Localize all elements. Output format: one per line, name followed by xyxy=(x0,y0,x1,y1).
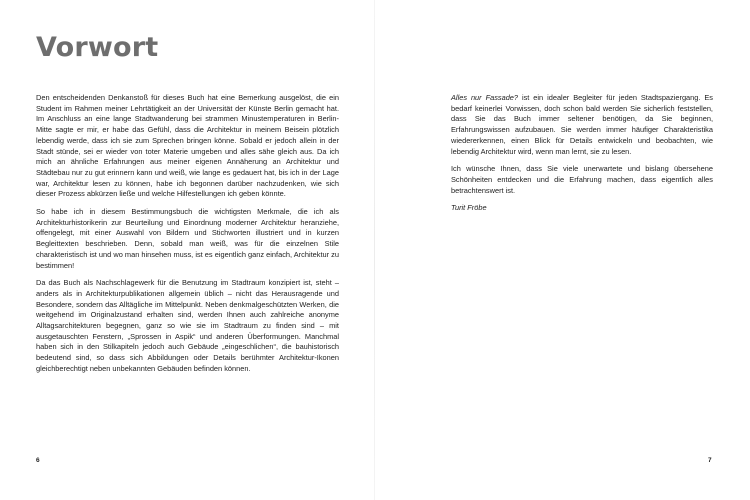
author-signature: Turit Fröbe xyxy=(451,203,487,213)
paragraph xyxy=(451,93,713,157)
right-text-column xyxy=(451,93,713,221)
page-number: 6 xyxy=(36,457,40,464)
paragraph: Den entscheidenden Denkanstoß für dieses Buch hat eine Bemerkung ausgelöst, die ein Student im Rahmen meiner Lehrtätigkeit an der Universität der Künste Berlin gemacht hat. Im Anschluss an eine lange Stadtwanderung bei strammen Minustemperaturen in Berlin-Mitte sagte er mir, er habe das Gefühl, dass die Architektur in meinem Beisein plötzlich lebendig werde, dass ich sie zum Sprechen bringen könne. Sobald er jedoch allein in der Stadt stünde, sei er wieder von toter Materie umgeben und alles sähe gleich aus. Da ich mich an ähnliche Erfahrungen aus meiner eigenen Annäherung an Architektur und Städtebau nur zu gut erinnern kann und weiß, wie lange es gedauert hat, bis ich in der Lage war, Architektur lesen zu können, habe ich begonnen darüber nachzudenken, wie sich dieser Prozess abkürzen ließe und welche Hilfestellungen ich geben könnte. xyxy=(36,93,339,199)
page-title: Vorwort xyxy=(36,32,159,63)
paragraph: Ich wünsche Ihnen, dass Sie viele unerwartete und bislang übersehene Schönheiten entdecken und die Erfahrung machen, dass eigentlich alles betrachtenswert ist. xyxy=(451,164,713,195)
paragraph: So habe ich in diesem Bestimmungsbuch die wichtigsten Merkmale, die ich als Architekturhistorikerin zur Beurteilung und Einordnung moderner Architektur heranziehe, offengelegt, mit einer Auswahl von Bildern und Stichworten illustriert und in kurzen Begleittexten beschrieben. Denn, sobald man weiß, was für die einzelnen Stile charakteristisch ist und wo man hinsehen muss, ist es eigentlich ganz einfach, Architektur zu bestimmen! xyxy=(36,207,339,270)
paragraph-text: ist ein idealer Begleiter für jeden Stadtspaziergang. Es bedarf keinerlei Vorwissen, doch schon bald werden Sie sicherlich feststellen, dass Sie das Buch immer seltener benötigen, da Sie beginnen, Erfahrungswissen aufzubauen. Sie werden immer häufiger Charakteristika wiedererkennen, einen Blick für Details entwickeln und beobachten, wie lebendig Architektur wird, wenn man lernt, sie zu lesen. xyxy=(451,93,714,156)
paragraph: Da das Buch als Nachschlagewerk für die Benutzung im Stadtraum konzipiert ist, steht – anders als in Architekturpublikationen allgemein üblich – nicht das Herausragende und Besondere, sondern das Alltägliche im Mittelpunkt. Neben denkmalgeschützten Werken, die weitgehend im Originalzustand erhalten sind, werden Ihnen auch zahlreiche anonyme Alltagsarchitekturen begegnen, ganz so wie sie im Stadtraum zu finden sind – mit ausgetauschten Fenstern, „Sprossen in Aspik“ und anderen Überformungen. Manchmal haben sich in den Stilkapiteln jedoch auch Gebäude „eingeschlichen“, die bauhistorisch bedeutend sind, so dass sich Abbildungen oder Details berühmter Architektur-Ikonen gleichberechtigt neben unbekannten Gebäuden befinden können. xyxy=(36,278,339,373)
right-page xyxy=(375,0,750,500)
left-text-column xyxy=(36,93,339,382)
book-title-emphasis: Alles nur Fassade? xyxy=(451,93,519,102)
page-number: 7 xyxy=(708,457,712,464)
